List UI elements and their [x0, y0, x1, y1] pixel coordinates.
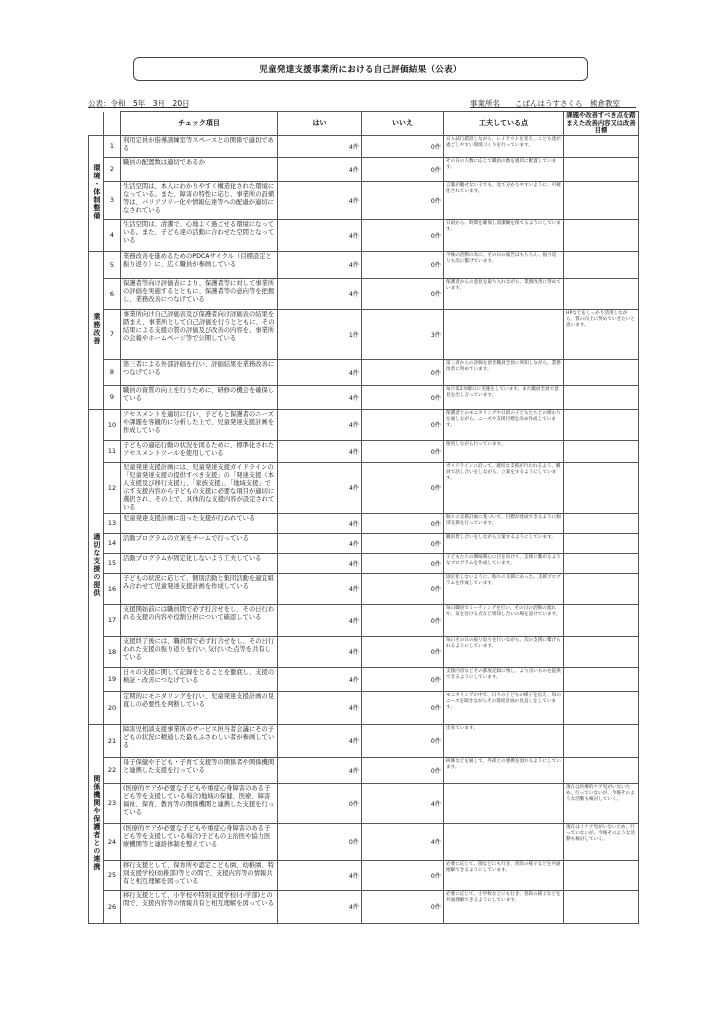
check-item-text: 利用定員が指導訓練室等スペースとの関係で適切である [121, 135, 278, 157]
evaluation-table [88, 111, 639, 924]
yes-count: 4件 [278, 757, 362, 783]
yes-count: 4件 [278, 636, 362, 667]
improvement-goal [564, 636, 639, 667]
check-item-text: 子どもの状況に応じて、個別活動と集団活動を適宜組み合わせて児童発達支援計画を作成している [121, 573, 278, 604]
row-number: 19 [104, 667, 121, 691]
category-label: 関係機関や保護者との連携 [92, 774, 101, 871]
row-number: 8 [104, 359, 121, 385]
row-number: 26 [104, 890, 121, 923]
row-number: 16 [104, 573, 121, 604]
row-number: 23 [104, 783, 121, 823]
improvement-goal [564, 135, 639, 157]
no-count: 0件 [362, 157, 444, 181]
row-number: 4 [104, 219, 121, 251]
check-item-text: (医療的ケアが必要な子どもや重症心身障害のある子ども等を支援している場合)地域の保健、医療、障害福祉、保育、教育等の関係機関と連携した支援を行っている [121, 783, 278, 823]
no-count: 0件 [362, 890, 444, 923]
office-value: こぱんはうすさくら 熊倉教室 [515, 99, 620, 108]
no-count: 0件 [362, 691, 444, 724]
office-underline [470, 107, 636, 108]
improvement-goal [564, 513, 639, 533]
check-item-text: 児童発達支援計画には、児童発達支援ガイドラインの「児童発達支援の提供すべき支援」の「発達支援（本人支援及び移行支援）」、「家族支援」、「地域支援」で示す支援内容から子どもの支援に必要な項目が適切に選択され、その上で、具体的な支援内容が設定されている [121, 462, 278, 513]
yes-count: 4件 [278, 359, 362, 385]
improvement-goal [564, 533, 639, 553]
yes-count: 4件 [278, 724, 362, 757]
header-issues: 課題や改善すべき点を踏まえた改善内容又は改善目標 [564, 112, 639, 136]
header-yes: はい [278, 112, 362, 136]
effort-note: ガイドラインに沿って、適切な支援が行われるよう、職員で話し合いをしながら、立案をするようにしています。 [444, 462, 564, 513]
yes-count: 4件 [278, 440, 362, 462]
improvement-goal [564, 385, 639, 409]
check-item-text: 移行支援として、小学校や特別支援学校(小学部)との間で、支援内容等の情報共有と相互理解を図っている [121, 890, 278, 923]
yes-count: 4件 [278, 135, 362, 157]
improvement-goal [564, 573, 639, 604]
row-number: 13 [104, 513, 121, 533]
effort-note: 毎日その日の振り返りを行いながら、次の支援に繋げられるようにしています。 [444, 636, 564, 667]
row-number: 3 [104, 181, 121, 219]
improvement-goal [564, 860, 639, 890]
effort-note: 第三者からの評価を頂き職員全員に周知しながら、業務改善に努めています。 [444, 359, 564, 385]
no-count: 0件 [362, 573, 444, 604]
table-row [89, 385, 639, 409]
effort-note: 必要に応じて、園などにも行き、普段の様子などを共通理解できるようにしています。 [444, 860, 564, 890]
row-number: 21 [104, 724, 121, 757]
no-count: 4件 [362, 823, 444, 860]
date-underline [88, 107, 188, 108]
row-number: 22 [104, 757, 121, 783]
table-row [89, 890, 639, 923]
yes-count: 4件 [278, 691, 362, 724]
row-number: 15 [104, 553, 121, 573]
effort-note: 子どもたちの興味関心に目を向けて、支援に繋がるようなプログラムを作成しています。 [444, 553, 564, 573]
row-number: 7 [104, 309, 121, 359]
category-label: 環境・体制整備 [92, 163, 101, 220]
improvement-goal [564, 691, 639, 724]
table-row [89, 278, 639, 309]
row-number: 6 [104, 278, 121, 309]
row-number: 24 [104, 823, 121, 860]
table-row [89, 409, 639, 440]
no-count: 0件 [362, 636, 444, 667]
row-number: 10 [104, 409, 121, 440]
improvement-goal [564, 890, 639, 923]
page-title: 児童発達支援事業所における自己評価結果（公表） [133, 57, 588, 81]
improvement-goal [564, 604, 639, 636]
improvement-goal [564, 724, 639, 757]
effort-note: 保護者とのモニタリングや日頃の子どもたちとの関わりを通しながら、ニーズや支援目標を決め作成しています。 [444, 409, 564, 440]
row-number: 11 [104, 440, 121, 462]
no-count: 0件 [362, 385, 444, 409]
effort-note: 必要に応じて、小学校などにも行き、普段の様子などを共通理解できるようにしています。 [444, 890, 564, 923]
table-row [89, 157, 639, 181]
effort-note: 日頃から、時間を確保し清潔観を保てるようにしています。 [444, 219, 564, 251]
no-count: 0件 [362, 251, 444, 278]
table-row [89, 636, 639, 667]
category-operations [89, 251, 104, 409]
yes-count: 4件 [278, 157, 362, 181]
no-count: 0件 [362, 860, 444, 890]
improvement-goal [564, 157, 639, 181]
improvement-goal [564, 440, 639, 462]
no-count: 4件 [362, 783, 444, 823]
yes-count: 4件 [278, 573, 362, 604]
effort-note: 個々の支援計画に基づいて、目標が達成できるように個別支援を行っています。 [444, 513, 564, 533]
no-count: 0件 [362, 359, 444, 385]
no-count: 0件 [362, 181, 444, 219]
improvement-goal [564, 181, 639, 219]
check-item-text: 活動プログラムの立案をチームで行っている [121, 533, 278, 553]
yes-count: 4件 [278, 604, 362, 636]
yes-count: 4件 [278, 385, 362, 409]
improvement-goal [564, 278, 639, 309]
yes-count: 4件 [278, 409, 362, 440]
table-row [89, 440, 639, 462]
header-check-item: チェック項目 [121, 112, 278, 136]
table-row [89, 783, 639, 823]
check-item-text: (医療的ケアが必要な子どもや重症心身障害のある子ども等を支援している場合)子どもの主治医や協力医療機関等と連絡体制を整えている [121, 823, 278, 860]
header-blank [89, 112, 104, 136]
table-row [89, 359, 639, 385]
improvement-goal [564, 359, 639, 385]
table-row [89, 513, 639, 533]
header-blank [104, 112, 121, 136]
check-item-text: 障害児相談支援事業所のサービス担当者会議にその子どもの状況に精通した最もふさわしい者が参画している [121, 724, 278, 757]
table-row [89, 604, 639, 636]
yes-count: 0件 [278, 783, 362, 823]
effort-note [444, 309, 564, 359]
check-item-text: 生活空間は、清潔で、心地よく過ごせる環境になっている。また、子ども達の活動に合わせた空間となっている [121, 219, 278, 251]
category-label: 適切な支援の提供 [92, 533, 101, 598]
row-number: 12 [104, 462, 121, 513]
effort-note: 保護者からの意見を取り入れながら、業務改善に努めています。 [444, 278, 564, 309]
effort-note: 研修などを通して、外部との連携を図れるようにしています。 [444, 757, 564, 783]
check-item-text: 職員の資質の向上を行うために、研修の機会を確保している [121, 385, 278, 409]
yes-count: 4件 [278, 667, 362, 691]
no-count: 0件 [362, 135, 444, 157]
effort-note: 日々試行錯誤しながら、レイアウトを変え、こども達が過ごしやすい環境づくりを行っています。 [444, 135, 564, 157]
table-row [89, 462, 639, 513]
no-count: 0件 [362, 604, 444, 636]
row-number: 25 [104, 860, 121, 890]
effort-note: 今後の活動の為に、その日の報告はもちろん、振り返りも次に繋げています。 [444, 251, 564, 278]
effort-note: 出来ています。 [444, 724, 564, 757]
effort-note: 支援内容などその都度記録に残し、より良いものを提供できるようにしています。 [444, 667, 564, 691]
publication-date: 公表：令和 5年 3月 20日 [88, 99, 190, 108]
effort-note: 言葉が聴せない子でも、見て分かりやすいように、可視化されています。 [444, 181, 564, 219]
check-item-text: 職員の配置数は適切であるか [121, 157, 278, 181]
effort-note: モニタリングの中で、日々の子どもの様子を伝え、毎のニーズを聞きながらその都度計画の見直しをしています。 [444, 691, 564, 724]
table-row [89, 573, 639, 604]
row-number: 17 [104, 604, 121, 636]
no-count: 3件 [362, 309, 444, 359]
check-item-text: 生活空間は、本人にわかりやすく構造化された環境になっている。また、障害の特性に応じ、事業所の設備等は、バリアフリー化や情報伝達等への配慮が適切になされている [121, 181, 278, 219]
yes-count: 4件 [278, 553, 362, 573]
table-row [89, 860, 639, 890]
check-item-text: アセスメントを適切に行い、子どもと保護者のニーズや課題を客観的に分析した上で、児童発達支援計画を作成している [121, 409, 278, 440]
effort-note: 毎日職員でミーティングを行い、その日の活動の流れや、気を付ける点など周知し合いの場を設けています。 [444, 604, 564, 636]
header-no: いいえ [362, 112, 444, 136]
check-item-text: 児童発達支援計画に沿った支援が行われている [121, 513, 278, 533]
yes-count: 4件 [278, 251, 362, 278]
table-row [89, 691, 639, 724]
improvement-goal [564, 409, 639, 440]
improvement-goal: 現在は医療的ケア児がいないため、行っていないが、今後そのような活動も検討していく。 [564, 783, 639, 823]
yes-count: 4件 [278, 181, 362, 219]
table-row [89, 309, 639, 359]
no-count: 0件 [362, 409, 444, 440]
no-count: 0件 [362, 667, 444, 691]
table-row [89, 667, 639, 691]
row-number: 1 [104, 135, 121, 157]
effort-note: 使用しながら行っています。 [444, 440, 564, 462]
yes-count: 1件 [278, 309, 362, 359]
table-row [89, 181, 639, 219]
check-item-text: 第三者による外部評価を行い、評価結果を業務改善につなげている [121, 359, 278, 385]
category-label: 業務改善 [92, 312, 101, 345]
no-count: 0件 [362, 553, 444, 573]
no-count: 0件 [362, 219, 444, 251]
check-item-text: 定期的にモニタリングを行い、児童発達支援計画の見直しの必要性を判断している [121, 691, 278, 724]
improvement-goal: HPなどをしっかり活用しながら、質の向上に努めていきたいと思います。 [564, 309, 639, 359]
no-count: 0件 [362, 440, 444, 462]
effort-note [444, 823, 564, 860]
table-row [89, 135, 639, 157]
check-item-text: 移行支援として、保育所や認定こども園、幼稚園、特別支援学校(幼稚部)等との間で、支援内容等の情報共有と相互理解を図っている [121, 860, 278, 890]
row-number: 20 [104, 691, 121, 724]
check-item-text: 業務改善を進めるためのPDCAサイクル（目標設定と振り返り）に、広く職員が参画している [121, 251, 278, 278]
yes-count: 4件 [278, 890, 362, 923]
check-item-text: 保護者等向け評価表により、保護者等に対して事業所の評価を実施するとともに、保護者等の意向等を把握し、業務改善につなげている [121, 278, 278, 309]
table-row [89, 724, 639, 757]
no-count: 0件 [362, 462, 444, 513]
yes-count: 4件 [278, 278, 362, 309]
check-item-text: 日々の支援に関して記録をとることを徹底し、支援の検証・改善につなげている [121, 667, 278, 691]
table-row [89, 553, 639, 573]
no-count: 0件 [362, 724, 444, 757]
row-number: 14 [104, 533, 121, 553]
improvement-goal [564, 462, 639, 513]
improvement-goal: 現在はイケア児がいないため、行っていないが、今後そのような活動も検討していく。 [564, 823, 639, 860]
effort-note: 毎月第2水曜日に実施をしています。また職員全員で意見を出し合っています。 [444, 385, 564, 409]
effort-note: その日の人数に応じて職員の数を適切に配置しています。 [444, 157, 564, 181]
check-item-text: 支援終了後には、職員間で必ず打合せをし、その日行われた支援の振り返りを行い､気付いた点等を共有している [121, 636, 278, 667]
row-number: 5 [104, 251, 121, 278]
yes-count: 4件 [278, 513, 362, 533]
yes-count: 4件 [278, 462, 362, 513]
improvement-goal [564, 251, 639, 278]
improvement-goal [564, 667, 639, 691]
yes-count: 0件 [278, 823, 362, 860]
improvement-goal [564, 219, 639, 251]
no-count: 0件 [362, 533, 444, 553]
yes-count: 4件 [278, 860, 362, 890]
table-row [89, 533, 639, 553]
check-item-text: 活動プログラムが固定化しないよう工夫している [121, 553, 278, 573]
table-row [89, 757, 639, 783]
no-count: 0件 [362, 757, 444, 783]
effort-note [444, 783, 564, 823]
row-number: 9 [104, 385, 121, 409]
header-efforts: 工夫している点 [444, 112, 564, 136]
row-number: 18 [104, 636, 121, 667]
check-item-text: 母子保健や子ども・子育て支援等の関係者や関係機関と連携した支援を行っている [121, 757, 278, 783]
no-count: 0件 [362, 278, 444, 309]
improvement-goal [564, 553, 639, 573]
category-support [89, 409, 104, 724]
yes-count: 4件 [278, 219, 362, 251]
category-environment [89, 135, 104, 251]
check-item-text: 支援開始前には職員間で必ず打合せをし、その日行われる支援の内容や役割分担について確認している [121, 604, 278, 636]
table-row [89, 823, 639, 860]
row-number: 2 [104, 157, 121, 181]
effort-note: 職員皆し合いをしながら立案するようにしています。 [444, 533, 564, 553]
improvement-goal [564, 757, 639, 783]
check-item-text: 子どもの適応行動の状況を図るために、標準化されたアセスメントツールを使用している [121, 440, 278, 462]
table-row [89, 251, 639, 278]
table-row [89, 219, 639, 251]
check-item-text: 事業所向け自己評価表及び保護者向け評価表の結果を踏まえ、事業所として自己評価を行うとともに、その結果による支援の質の評価及び改善の内容を、事業所の会報やホームページ等で公開している [121, 309, 278, 359]
category-coordination [89, 724, 104, 923]
office-label: 事業所名 [470, 99, 500, 108]
no-count: 0件 [362, 513, 444, 533]
effort-note: 固定化しないように、個々の支援にあった、支援プログラムを作成しています。 [444, 573, 564, 604]
yes-count: 4件 [278, 533, 362, 553]
